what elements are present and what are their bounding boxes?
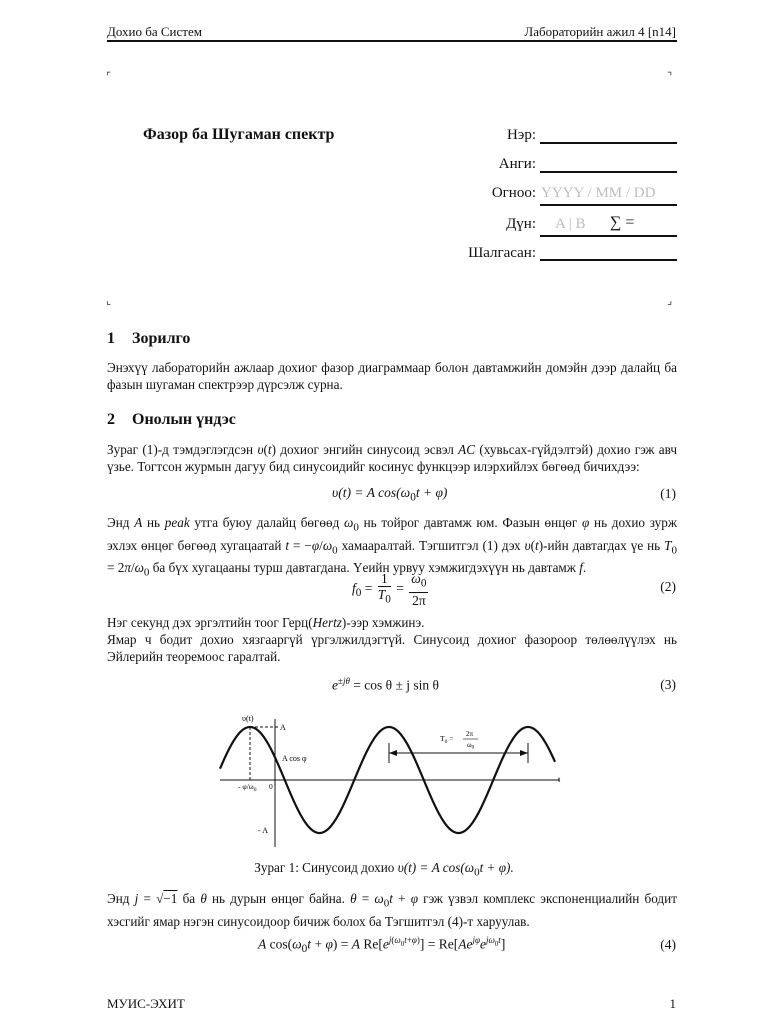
equation-3: $e^{\pm j\theta} = \cos \theta \pm j$ sin θ (332, 676, 439, 693)
equation-3-number: (3) (660, 677, 676, 692)
grade-placeholder: A | B (555, 216, 586, 232)
footer-page-number: 1 (669, 996, 676, 1011)
paragraph-1: Зураг (1)-д тэмдэглэгдсэн υ(t) дохиог энгийн синусоид эсвэл AC (хувьсах-гүйдэлтэй) дохио гэж авч үзье. Тогтсон журмын дагуу бид синусоидийг косинус функцээр илэрхийлэх бөгөөд бичихдээ: (107, 442, 678, 474)
period-numerator: 2π (466, 730, 474, 738)
date-label: Огноо: (491, 185, 536, 201)
figure-caption: Зураг 1: Синусоид дохио υ(t) = A $\cos(\omega_0t + \varphi)$. (254, 860, 514, 879)
checked-field[interactable] (540, 259, 677, 261)
header-lab: Лабораторийн ажил 4 [n14] (524, 24, 676, 39)
name-label: Нэр: (507, 127, 536, 143)
name-field[interactable] (540, 142, 677, 144)
header-course: Дохио ба Систем (107, 24, 202, 39)
corner-mark-top-right: ⌝ (667, 70, 673, 83)
period-arrowhead-right (520, 750, 528, 756)
footer-institution: МУИС-ЭХИТ (107, 996, 185, 1011)
class-label: Анги: (498, 156, 536, 172)
paragraph-2: Энд A нь peak утга буюу далайц бөгөөд $\omega_0$ нь тойрог давтамж юм. Фазын өнцөг φ нь дохио зурж эхлэх өнцөг бөгөөд хугацаатай $t = -\varphi/\omega_0$ хамааралтай. Тэгшитгэл (1) дэх υ(t)-ийн давтагдах үе нь $T_0 = 2\pi/\omega_0$ ба бүх хугацааны турш давтагдана. Үеийн урвуу хэмжигдэхүүн нь давтамж f. (107, 515, 677, 579)
equation-4-number: (4) (660, 937, 676, 952)
negative-amplitude-label: - A (258, 826, 268, 835)
header-rule (107, 40, 677, 42)
checked-label: Шалгасан: (468, 245, 536, 261)
period-arrowhead-left (389, 750, 397, 756)
grade-sum: ∑ = (610, 214, 635, 231)
period-label: $T_0$ = (440, 734, 454, 745)
acos-label: A cos φ (282, 754, 307, 763)
grade-label: Дүн: (506, 216, 536, 232)
equation-1-number: (1) (660, 486, 676, 501)
section-2-number: 2 (107, 411, 115, 428)
paragraph-3: Нэг секунд дэх эргэлтийн тоог Герц(Hertz)-ээр хэмжинэ. Ямар ч бодит дохио хязгааргүй үргэлжилдэгтүй. Синусоид дохиог фазороор төлөөлүүлэх нь Эйлерийн теоремоос гаралтай. (107, 615, 677, 664)
section-2-title: Онолын үндэс (132, 411, 236, 428)
section-1-text: Энэхүү лабораторийн ажлаар дохиог фазор диаграммаар болон давтамжийн домэйн дээр далайц ба фазын шугаман спектрээр дүрсэлж сурна. (107, 360, 677, 392)
section-1-number: 1 (107, 330, 115, 347)
class-field[interactable] (540, 171, 677, 173)
amplitude-label: A (280, 723, 286, 732)
section-1-title: Зорилго (132, 330, 191, 347)
corner-mark-bottom-left: ⌞ (106, 294, 112, 307)
equation-2-number: (2) (660, 579, 676, 594)
origin-label: 0 (269, 782, 273, 791)
grade-field[interactable] (540, 235, 677, 237)
corner-mark-top-left: ⌜ (106, 70, 112, 83)
date-placeholder: YYYY / MM / DD (541, 185, 656, 201)
equation-2: $f_0$ = $\frac{1}{T_0}$ = $\frac{\omega_0}{2\pi}$ (352, 571, 427, 608)
phase-offset-label: - $\varphi/\omega_0$ (238, 782, 257, 793)
period-denominator: $\omega_0$ (467, 741, 475, 751)
page-title: Фазор ба Шугаман спектр (143, 126, 335, 143)
y-axis-label: υ(t) (242, 714, 254, 723)
t-axis-label: t (558, 775, 561, 784)
sinusoid-figure (200, 705, 580, 855)
section-2-heading (107, 411, 236, 429)
section-1-heading (107, 330, 190, 348)
equation-4: A $\cos(\omega_0t + \varphi) = A$ $Re[e^{j(\omega_0t+\varphi)}] = Re[Ae^{j\varphi}e^{j\omega_0t}]$ (258, 935, 506, 956)
date-field[interactable] (540, 204, 677, 206)
paragraph-4: Энд j = √−1 ба θ нь дурын өнцөг байна. $\theta = \omega_0t + \varphi$ гэж үзвэл комплекс экспоненциалийн бодит хэсгийг ямар нэгэн синусоидоор бичиж болох ба Тэгшитгэл (4)-т харуулав. (107, 891, 677, 929)
corner-mark-bottom-right: ⌟ (667, 294, 673, 307)
equation-1: υ(t) = A $\cos(\omega_0t + \varphi)$ (332, 485, 448, 504)
